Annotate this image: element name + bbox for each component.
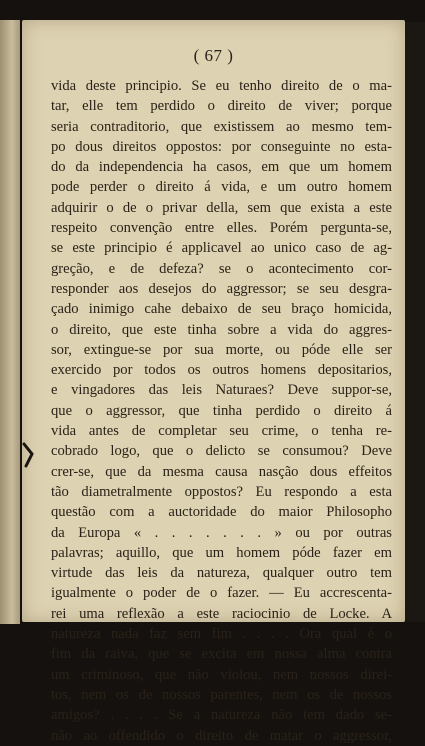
text-line: se este principio é applicavel ao unico caso de ag-	[51, 240, 392, 257]
text-line: igualmente o poder de o fazer. — Eu accrescenta-	[51, 585, 392, 602]
text-line: que o aggressor, que tinha perdido o direito á	[51, 402, 392, 419]
text-line: po dous direitos oppostos: por conseguinte no esta-	[51, 138, 392, 155]
text-line: da Europa « . . . . . . . » ou por outras	[51, 524, 392, 541]
text-line: um criminoso, que não violou, nem nossos direi-	[51, 666, 392, 683]
text-line: greção, e de defeza? se o acontecimento cor-	[51, 260, 392, 277]
ink-mark	[22, 440, 50, 468]
text-line: pode perder o direito á vida, e um outro homem	[51, 179, 392, 196]
text-line: e vingadores das leis Naturaes? Deve suppor-se,	[51, 382, 392, 399]
text-line: virtude das leis da natureza, qualquer outro tem	[51, 565, 392, 582]
text-line: o direito, que este tinha sobre a vida do aggres-	[51, 321, 392, 338]
text-line: não ao offendido o direito de matar o aggressor,	[51, 727, 392, 744]
text-line: sor, extingue-se por sua morte, ou póde elle ser	[51, 341, 392, 358]
text-line: tar, elle tem perdido o direito de viver; porque	[51, 98, 392, 115]
text-line: cobrado logo, que o delicto se consumou? Deve	[51, 443, 392, 460]
page-number: ( 67 )	[193, 46, 234, 65]
text-line: vida antes de completar seu crime, o tenha re-	[51, 423, 392, 440]
background-edge	[405, 22, 425, 622]
text-line: vida deste principio. Se eu tenho direito de o ma-	[51, 78, 392, 94]
text-line: respeito convenção entre elles. Porém pergunta-se,	[51, 220, 392, 237]
text-line: amigos? . . . . Se a natureza não tem dado se-	[51, 707, 392, 724]
text-line: tão diametralmente oppostos? Eu respondo a esta	[51, 483, 392, 500]
text-line: crer-se, que da mesma causa nasção dous effeitos	[51, 463, 392, 480]
text-line: exercido por todos os outros homens depositarios,	[51, 362, 392, 379]
text-line: do da independencia ha casos, em que um homem	[51, 159, 392, 176]
text-line: adquirir o de o privar della, sem que exista a este	[51, 199, 392, 216]
text-line: natureza nada faz sem fim . . . . Ora qual é o	[51, 626, 392, 643]
text-line: seria contraditorio, que existissem ao mesmo tem-	[51, 118, 392, 135]
text-line: tos, nem os de nossos parentes, nem os de nossos	[51, 686, 392, 703]
text-line: questão com a auctoridade do maior Philosopho	[51, 504, 392, 521]
text-line: fim da raiva, que se excita em nossa alma contra	[51, 646, 392, 663]
text-line: çado inimigo cahe debaixo de seu braço homicida,	[51, 301, 392, 318]
adjacent-page-edge	[0, 20, 20, 624]
text-line: palavras; aquillo, que um homem póde fazer em	[51, 544, 392, 561]
body-text	[51, 76, 392, 746]
text-line: responder aos desejos do aggressor; se seu desgra-	[51, 280, 392, 297]
text-line: rei uma reflexão a este raciocinio de Locke. A	[51, 605, 392, 622]
book-page	[22, 20, 405, 744]
